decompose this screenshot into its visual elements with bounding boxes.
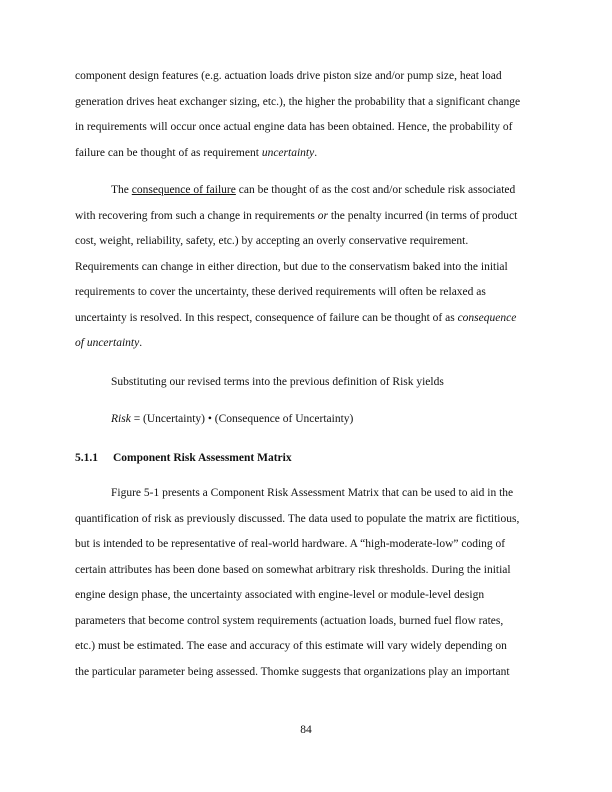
underlined-term: consequence of failure bbox=[131, 184, 236, 196]
text-line: cost, weight, reliability, safety, etc.) by accepting an overly conservative requirement. bbox=[75, 235, 469, 247]
text-line: but is intended to be representative of real-world hardware. A “high-moderate-low” coding of bbox=[75, 538, 506, 550]
text-line: Figure 5-1 presents a Component Risk Assessment Matrix that can be used to aid in the bbox=[111, 487, 514, 499]
text-line: Substituting our revised terms into the previous definition of Risk yields bbox=[111, 376, 444, 388]
emphasis: consequence bbox=[457, 311, 517, 324]
section-number: 5.1.1 bbox=[75, 452, 98, 464]
text-line: failure can be thought of as requirement uncertainty. bbox=[75, 146, 318, 159]
text-line: with recovering from such a change in requirements or the penalty incurred (in terms of product bbox=[75, 209, 518, 222]
text-line: the particular parameter being assessed. Thomke suggests that organizations play an important bbox=[75, 665, 510, 678]
text-line: in requirements will occur once actual engine data has been obtained. Hence, the probability of bbox=[75, 121, 513, 133]
text-line: parameters that become control system requirements (actuation loads, burned fuel flow rates, bbox=[75, 614, 504, 627]
emphasis: uncertainty bbox=[261, 146, 315, 159]
text-line: engine design phase, the uncertainty associated with engine-level or module-level design bbox=[75, 589, 485, 601]
text-line: etc.) must be estimated. The ease and accuracy of this estimate will vary widely depending on bbox=[75, 640, 507, 652]
text-line: of uncertainty. bbox=[75, 337, 143, 349]
text-line: certain attributes has been done based on somewhat arbitrary risk thresholds. During the initial bbox=[75, 563, 511, 576]
paragraph-continuation bbox=[75, 64, 545, 166]
paragraph-substitution bbox=[75, 370, 545, 396]
text-line: requirements to cover the uncertainty, these derived requirements will often be relaxed as bbox=[75, 286, 486, 298]
text-line: component design features (e.g. actuation loads drive piston size and/or pump size, heat load bbox=[75, 70, 502, 82]
risk-equation bbox=[111, 413, 353, 425]
equation-lhs: Risk bbox=[111, 413, 131, 425]
emphasis: or bbox=[317, 209, 328, 222]
paragraph-risk-matrix bbox=[75, 481, 545, 685]
text-line: generation drives heat exchanger sizing, etc.), the higher the probability that a significant change bbox=[75, 95, 521, 108]
emphasis: of uncertainty bbox=[75, 337, 140, 349]
section-heading bbox=[75, 452, 292, 464]
text-line: The consequence of failure can be thought of as the cost and/or schedule risk associated bbox=[111, 184, 516, 196]
text-line: uncertainty is resolved. In this respect, consequence of failure can be thought of as consequence bbox=[75, 311, 517, 324]
text-line: Requirements can change in either direction, but due to the conservatism baked into the initial bbox=[75, 260, 508, 273]
page-number: 84 bbox=[300, 724, 312, 736]
text-line: quantification of risk as previously discussed. The data used to populate the matrix are fictitious, bbox=[75, 512, 520, 525]
equation-rhs: = (Uncertainty) • (Consequence of Uncertainty) bbox=[130, 413, 354, 425]
section-title: Component Risk Assessment Matrix bbox=[113, 452, 292, 464]
paragraph-consequence-of-failure bbox=[75, 178, 545, 357]
